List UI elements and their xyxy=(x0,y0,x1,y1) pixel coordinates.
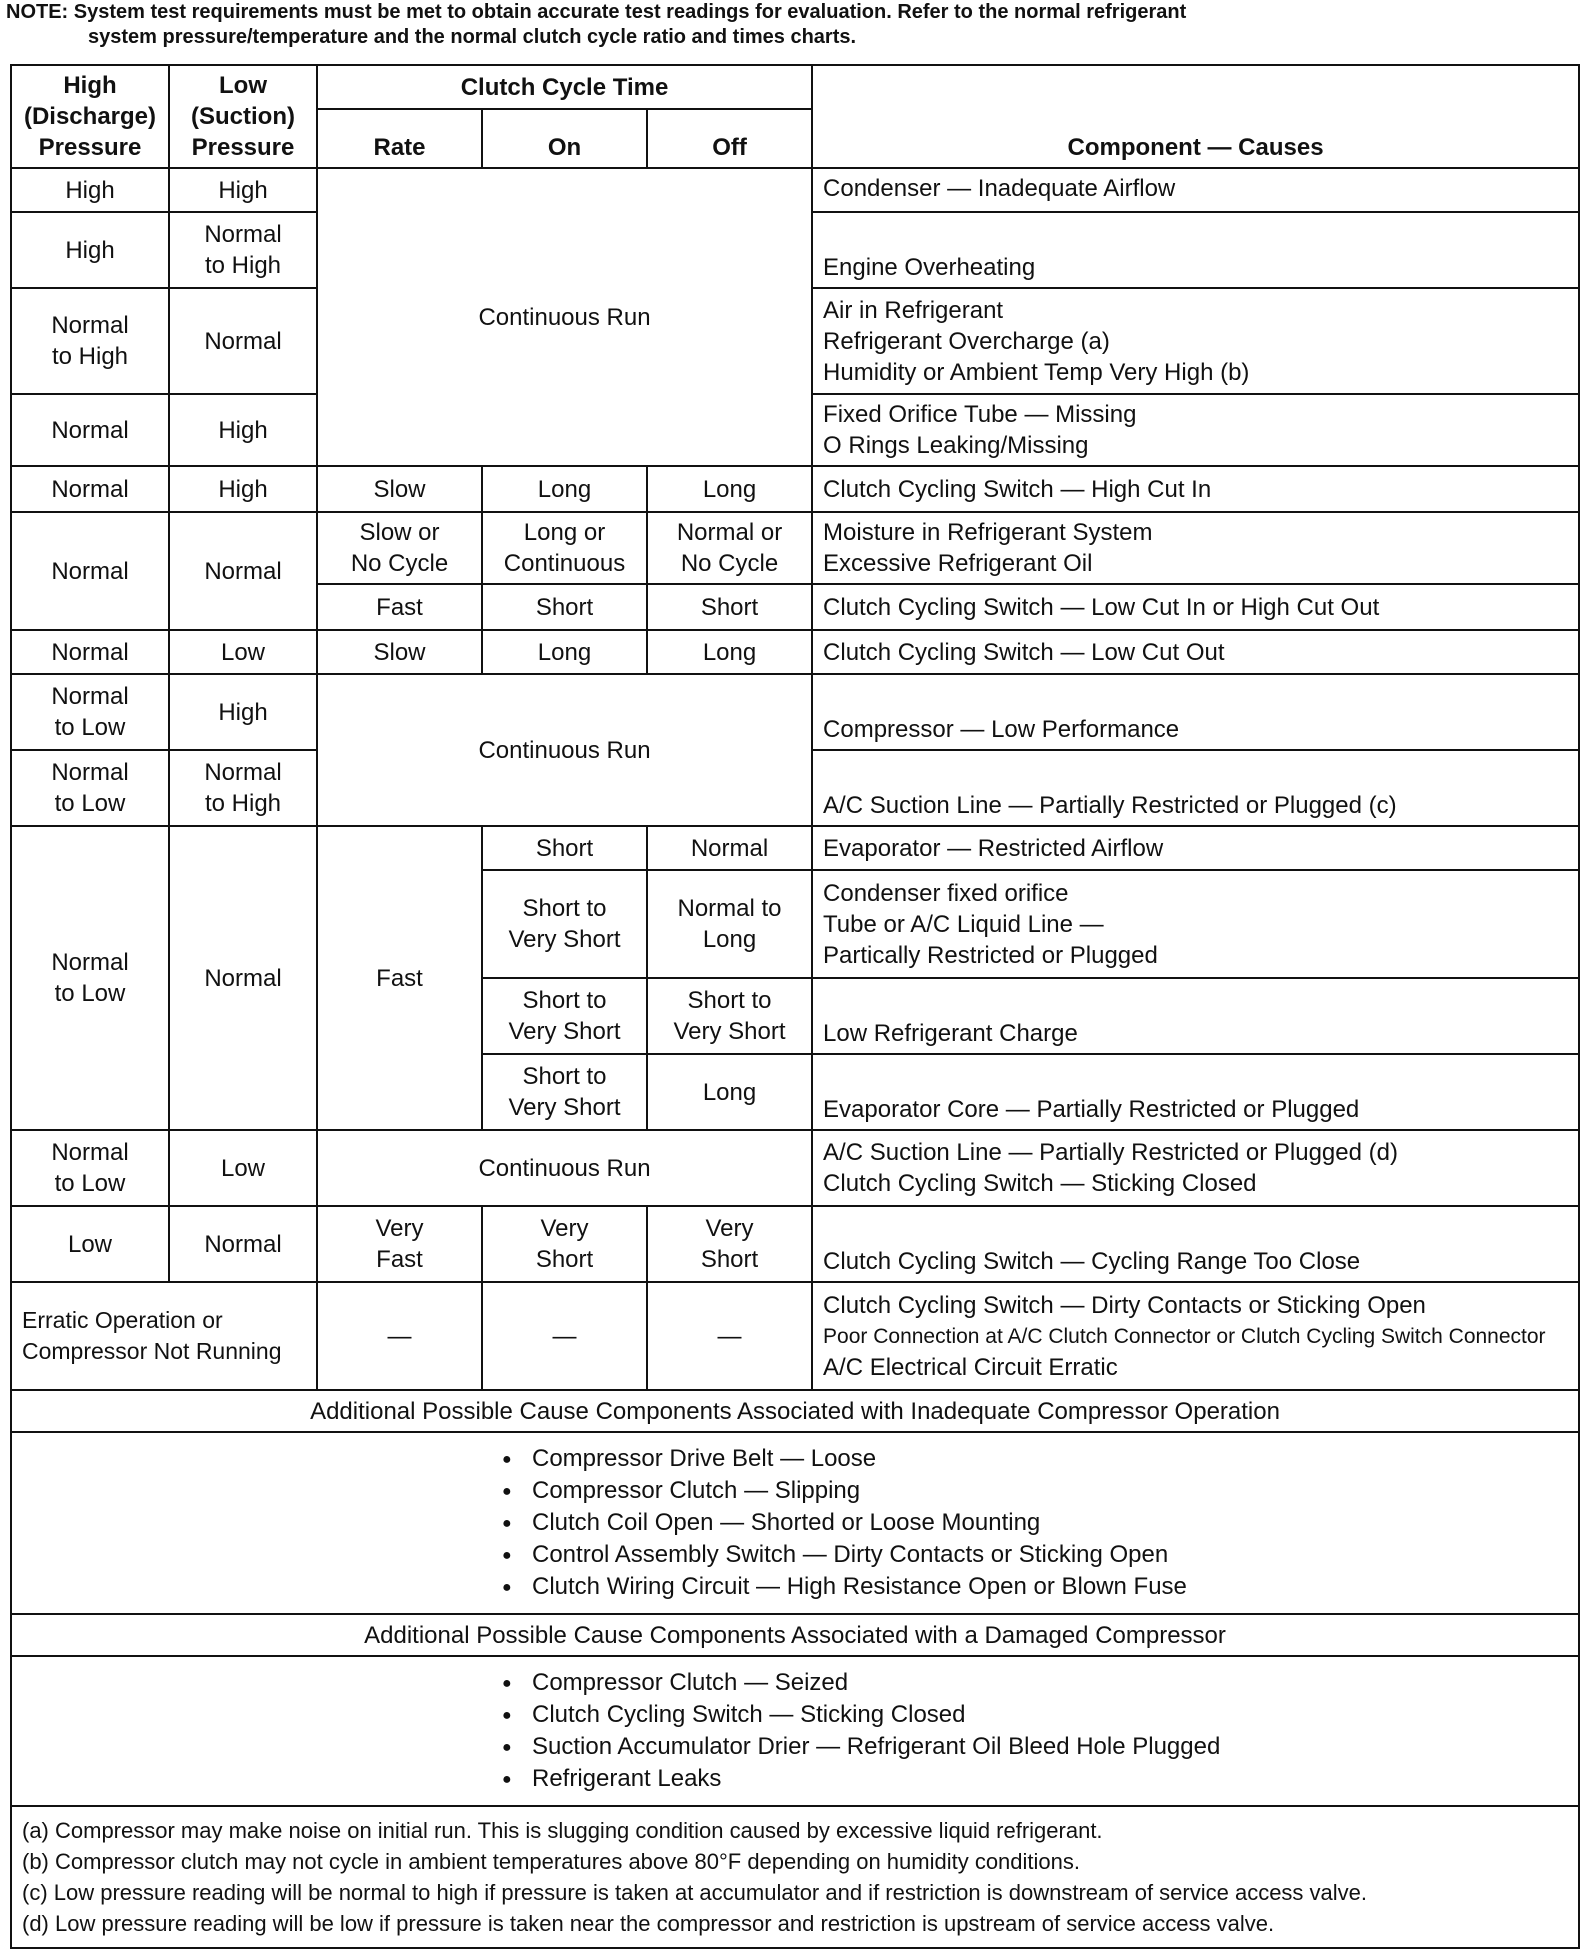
additional-list-row xyxy=(11,1432,1579,1614)
list-item: ● Clutch Cycling Switch — Sticking Closed xyxy=(502,1699,1578,1731)
table-row: Normal Low Slow Long Long Clutch Cycling Switch — Low Cut Out xyxy=(11,630,1579,674)
header-component-causes: Component — Causes xyxy=(812,65,1579,168)
header-low-pressure: Low (Suction) Pressure xyxy=(169,65,317,168)
table-row: Short to Very Short Long Evaporator Core — Partially Restricted or Plugged xyxy=(11,1054,1579,1130)
table-row: Short to Very Short Normal to Long Condenser fixed orifice Tube or A/C Liquid Line — Partically Restricted or Plugged xyxy=(11,870,1579,978)
header-high-pressure: High (Discharge) Pressure xyxy=(11,65,169,168)
list-item: ● Suction Accumulator Drier — Refrigerant Oil Bleed Hole Plugged xyxy=(502,1731,1578,1763)
list-item: ● Compressor Clutch — Slipping xyxy=(502,1475,1578,1507)
header-rate: Rate xyxy=(317,109,482,168)
header-row-1 xyxy=(11,65,1579,109)
footnote: (a) Compressor may make noise on initial run. This is slugging condition caused by excessive liquid refrigerant. xyxy=(22,1818,1103,1843)
additional-title: Additional Possible Cause Components Associated with Inadequate Compressor Operation xyxy=(11,1390,1579,1432)
header-clutch-cycle-time: Clutch Cycle Time xyxy=(317,65,812,109)
table-row: Low Normal Very Fast Very Short Very Short Clutch Cycling Switch — Cycling Range Too Close xyxy=(11,1206,1579,1282)
table-row: Normal High Slow Long Long Clutch Cycling Switch — High Cut In xyxy=(11,466,1579,512)
table-row: High High Continuous Run Condenser — Inadequate Airflow xyxy=(11,168,1579,212)
table-row: Normal Normal Slow or No Cycle Long or Continuous Normal or No Cycle Moisture in Refrigerant System Excessive Refrigerant Oil xyxy=(11,512,1579,584)
additional-title-row xyxy=(11,1390,1579,1432)
table-row: Normal to Low Normal Fast Short Normal Evaporator — Restricted Airflow xyxy=(11,826,1579,870)
additional-list-row xyxy=(11,1656,1579,1806)
table-row: Normal to Low Low Continuous Run A/C Suction Line — Partially Restricted or Plugged (d) Clutch Cycling Switch — Sticking Closed xyxy=(11,1130,1579,1206)
header-off: Off xyxy=(647,109,812,168)
list-item: ● Compressor Clutch — Seized xyxy=(502,1667,1578,1699)
list-item: ● Refrigerant Leaks xyxy=(502,1763,1578,1795)
list-item: ● Clutch Coil Open — Shorted or Loose Mounting xyxy=(502,1507,1578,1539)
table-row: Short to Very Short Short to Very Short Low Refrigerant Charge xyxy=(11,978,1579,1054)
table-row: Normal High Fixed Orifice Tube — Missing O Rings Leaking/Missing xyxy=(11,394,1579,466)
diagnosis-table xyxy=(10,64,1580,1949)
continuous-run: Continuous Run xyxy=(317,168,812,466)
footnote: (c) Low pressure reading will be normal to high if pressure is taken at accumulator and if restriction is downstream of service access valve. xyxy=(22,1880,1368,1905)
list-item: ● Compressor Drive Belt — Loose xyxy=(502,1443,1578,1475)
table-row: High Normal to High Engine Overheating xyxy=(11,212,1579,288)
continuous-run: Continuous Run xyxy=(317,1130,812,1206)
note-line-1: NOTE: System test requirements must be met to obtain accurate test readings for evaluation. Refer to the normal refrigerant xyxy=(6,1,1187,23)
note xyxy=(6,0,1576,50)
additional-title-row xyxy=(11,1614,1579,1656)
table-row: Normal to Low High Continuous Run Compressor — Low Performance xyxy=(11,674,1579,750)
footnotes xyxy=(11,1806,1579,1948)
header-on: On xyxy=(482,109,647,168)
table-row: Fast Short Short Clutch Cycling Switch — Low Cut In or High Cut Out xyxy=(11,584,1579,630)
footnote: (b) Compressor clutch may not cycle in ambient temperatures above 80°F depending on humidity conditions. xyxy=(22,1849,1080,1874)
footnote: (d) Low pressure reading will be low if pressure is taken near the compressor and restriction is upstream of service access valve. xyxy=(22,1911,1275,1936)
bullet-list xyxy=(502,1667,1578,1795)
note-line-2: system pressure/temperature and the normal clutch cycle ratio and times charts. xyxy=(88,26,857,48)
bullet-list xyxy=(502,1443,1578,1603)
table-row: Erratic Operation or Compressor Not Running — — — Clutch Cycling Switch — Dirty Contacts or Sticking Open Poor Connection at A/C Clutch Connector or Clutch Cycling Switch Connector A/C Electrical Circuit Erratic xyxy=(11,1282,1579,1390)
table-row: Normal to High Normal Air in Refrigerant Refrigerant Overcharge (a) Humidity or Ambient Temp Very High (b) xyxy=(11,288,1579,394)
footnotes-row xyxy=(11,1806,1579,1948)
additional-title: Additional Possible Cause Components Associated with a Damaged Compressor xyxy=(11,1614,1579,1656)
list-item: ● Control Assembly Switch — Dirty Contacts or Sticking Open xyxy=(502,1539,1578,1571)
list-item: ● Clutch Wiring Circuit — High Resistance Open or Blown Fuse xyxy=(502,1571,1578,1603)
table-row: Normal to Low Normal to High A/C Suction Line — Partially Restricted or Plugged (c) xyxy=(11,750,1579,826)
continuous-run: Continuous Run xyxy=(317,674,812,826)
